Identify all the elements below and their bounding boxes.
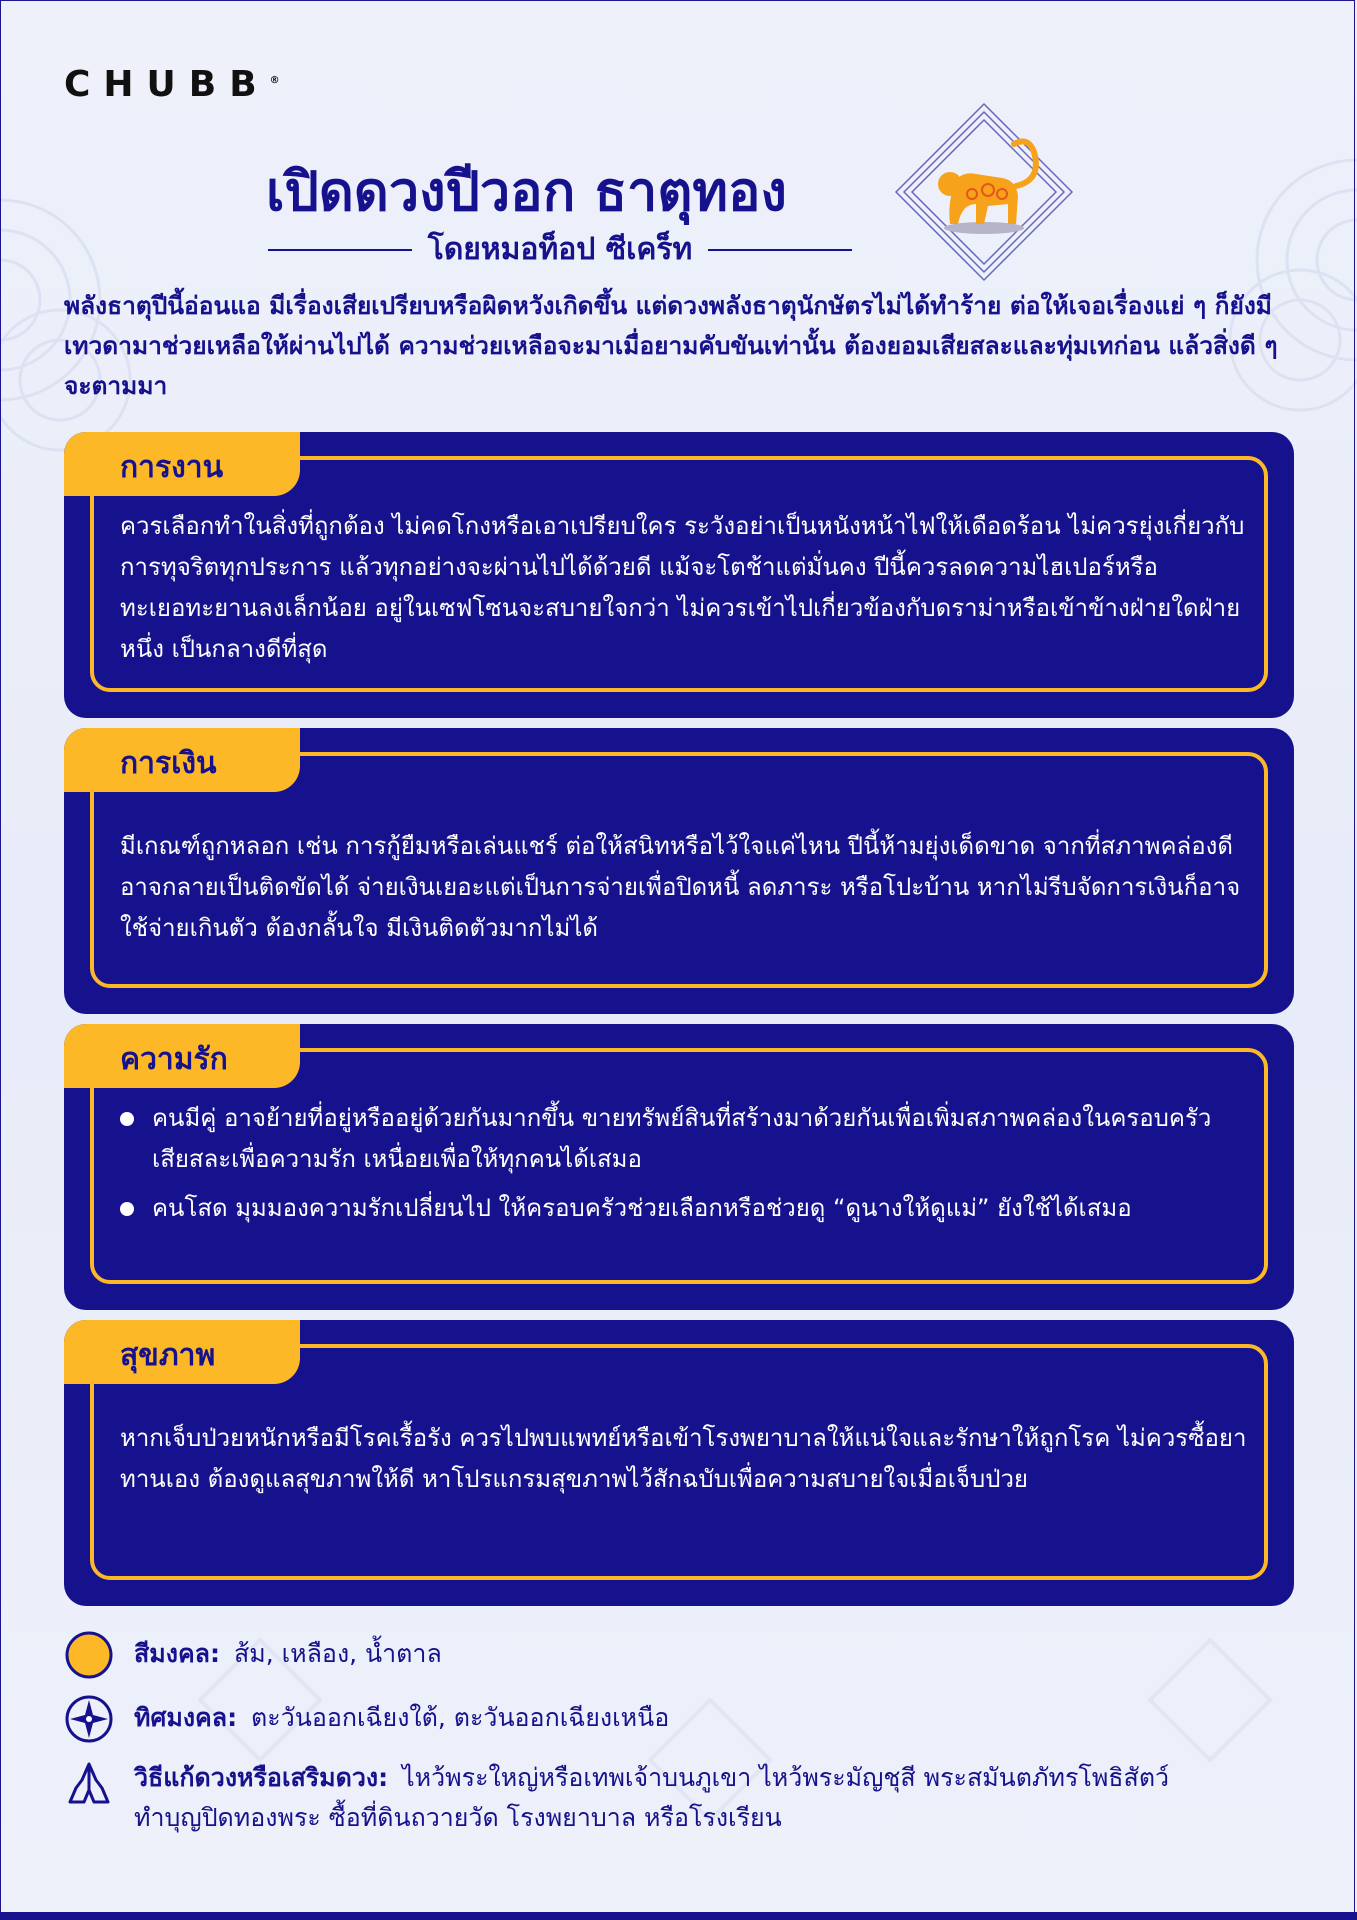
card-health-text: หากเจ็บป่วยหนักหรือมีโรคเรื้อรัง ควรไปพบแพทย์หรือเข้าโรงพยาบาลให้แน่ใจและรักษาให้ถูกโรค ไม่ควรซื้อยาทานเอง ต้องดูแลสุขภาพให้ดี หาโปรแกรมสุขภาพไว้สักฉบับเพื่อความสบายใจเมื่อเจ็บป่วย [120, 1424, 1247, 1493]
card-work-text: ควรเลือกทำในสิ่งที่ถูกต้อง ไม่คดโกงหรือเอาเปรียบใคร ระวังอย่าเป็นหนังหน้าไฟให้เดือดร้อน ไม่ควรยุ่งเกี่ยวกับการทุจริตทุกประการ แล้วทุกอย่างจะผ่านไปได้ด้วยดี แม้จะโตช้าแต่มั่นคง ปีนี้ควรลดความไฮเปอร์หรือทะเยอทะยานลงเล็กน้อย อยู่ในเซฟโซนจะสบายใจกว่า ไม่ควรเข้าไปเกี่ยวข้องกับดราม่าหรือเข้าข้างฝ่ายใดฝ่ายหนึ่ง เป็นกลางดีที่สุด [120, 512, 1245, 663]
intro-paragraph: พลังธาตุปีนี้อ่อนแอ มีเรื่องเสียเปรียบหรือผิดหวังเกิดขึ้น แต่ดวงพลังธาตุนักษัตรไม่ได้ทำร้าย ต่อให้เจอเรื่องแย่ ๆ ก็ยังมีเทวดามาช่วยเหลือให้ผ่านไปได้ ความช่วยเหลือจะมาเมื่อยามคับขันเท่านั้น ต้องยอมเสียสละและทุ่มเทก่อน แล้วสิ่งดี ๆ จะตามมา [64, 291, 1278, 400]
subtitle-line-left [268, 249, 412, 251]
compass-icon [64, 1694, 114, 1744]
monkey-emblem-icon [892, 100, 1076, 284]
card-love-list [120, 1098, 1254, 1229]
card-work [64, 432, 1294, 718]
love-bullet-couple: คนมีคู่ อาจย้ายที่อยู่หรืออยู่ด้วยกันมากขึ้น ขายทรัพย์สินที่สร้างมาด้วยกันเพื่อเพิ่มสภาพคล่องในครอบครัว เสียสละเพื่อความรัก เหนื่อยเพื่อให้ทุกคนได้เสมอ [120, 1098, 1254, 1180]
card-love [64, 1024, 1294, 1310]
card-money [64, 728, 1294, 1014]
card-money-title: การเงิน [120, 746, 217, 781]
lucky-direction-row [64, 1694, 1244, 1744]
remedy-label: วิธีแก้ดวงหรือเสริมดวง: [134, 1763, 389, 1792]
lucky-direction-value: ตะวันออกเฉียงใต้, ตะวันออกเฉียงเหนือ [251, 1703, 670, 1732]
card-health-title: สุขภาพ [120, 1338, 216, 1373]
chubb-logo: CHUBB® [64, 64, 280, 105]
card-health-tab [64, 1320, 300, 1384]
subtitle-row [268, 226, 852, 273]
card-money-tab [64, 728, 300, 792]
card-work-tab [64, 432, 300, 496]
card-work-title: การงาน [120, 450, 224, 485]
praying-hands-icon [64, 1758, 114, 1808]
lucky-color-row [64, 1630, 1244, 1680]
subtitle-line-right [708, 249, 852, 251]
lucky-color-value: ส้ม, เหลือง, น้ำตาล [233, 1639, 442, 1668]
lucky-direction-label: ทิศมงคล: [134, 1703, 238, 1732]
remedy-row [64, 1758, 1244, 1838]
card-health [64, 1320, 1294, 1606]
page-title: เปิดดวงปีวอก ธาตุทอง [266, 160, 787, 223]
color-circle-icon [64, 1630, 114, 1680]
love-bullet-single: คนโสด มุมมองความรักเปลี่ยนไป ให้ครอบครัวช่วยเลือกหรือช่วยดู “ดูนางให้ดูแม่” ยังใช้ได้เสมอ [120, 1188, 1254, 1229]
card-love-tab [64, 1024, 300, 1088]
card-money-text: มีเกณฑ์ถูกหลอก เช่น การกู้ยืมหรือเล่นแชร์ ต่อให้สนิทหรือไว้ใจแค่ไหน ปีนี้ห้ามยุ่งเด็ดขาด จากที่สภาพคล่องดีอาจกลายเป็นติดขัดได้ จ่ายเงินเยอะแต่เป็นการจ่ายเพื่อปิดหนี้ ลดภาระ หรือโปะบ้าน หากไม่รีบจัดการเงินก็อาจใช้จ่ายเกินตัว ต้องกลั้นใจ มีเงินติดตัวมากไม่ได้ [120, 832, 1241, 942]
remedy-value: ไหว้พระใหญ่หรือเทพเจ้าบนภูเขา ไหว้พระมัญชุสี พระสมันตภัทรโพธิสัตว์ ทำบุญปิดทองพระ ซื้อที่ดินถวายวัด โรงพยาบาล หรือโรงเรียน [134, 1763, 1170, 1832]
page-subtitle: โดยหมอท็อป ซีเคร็ท [427, 232, 693, 267]
bottom-bar [0, 1912, 1357, 1920]
lucky-color-label: สีมงคล: [134, 1639, 220, 1668]
card-love-title: ความรัก [120, 1042, 228, 1077]
